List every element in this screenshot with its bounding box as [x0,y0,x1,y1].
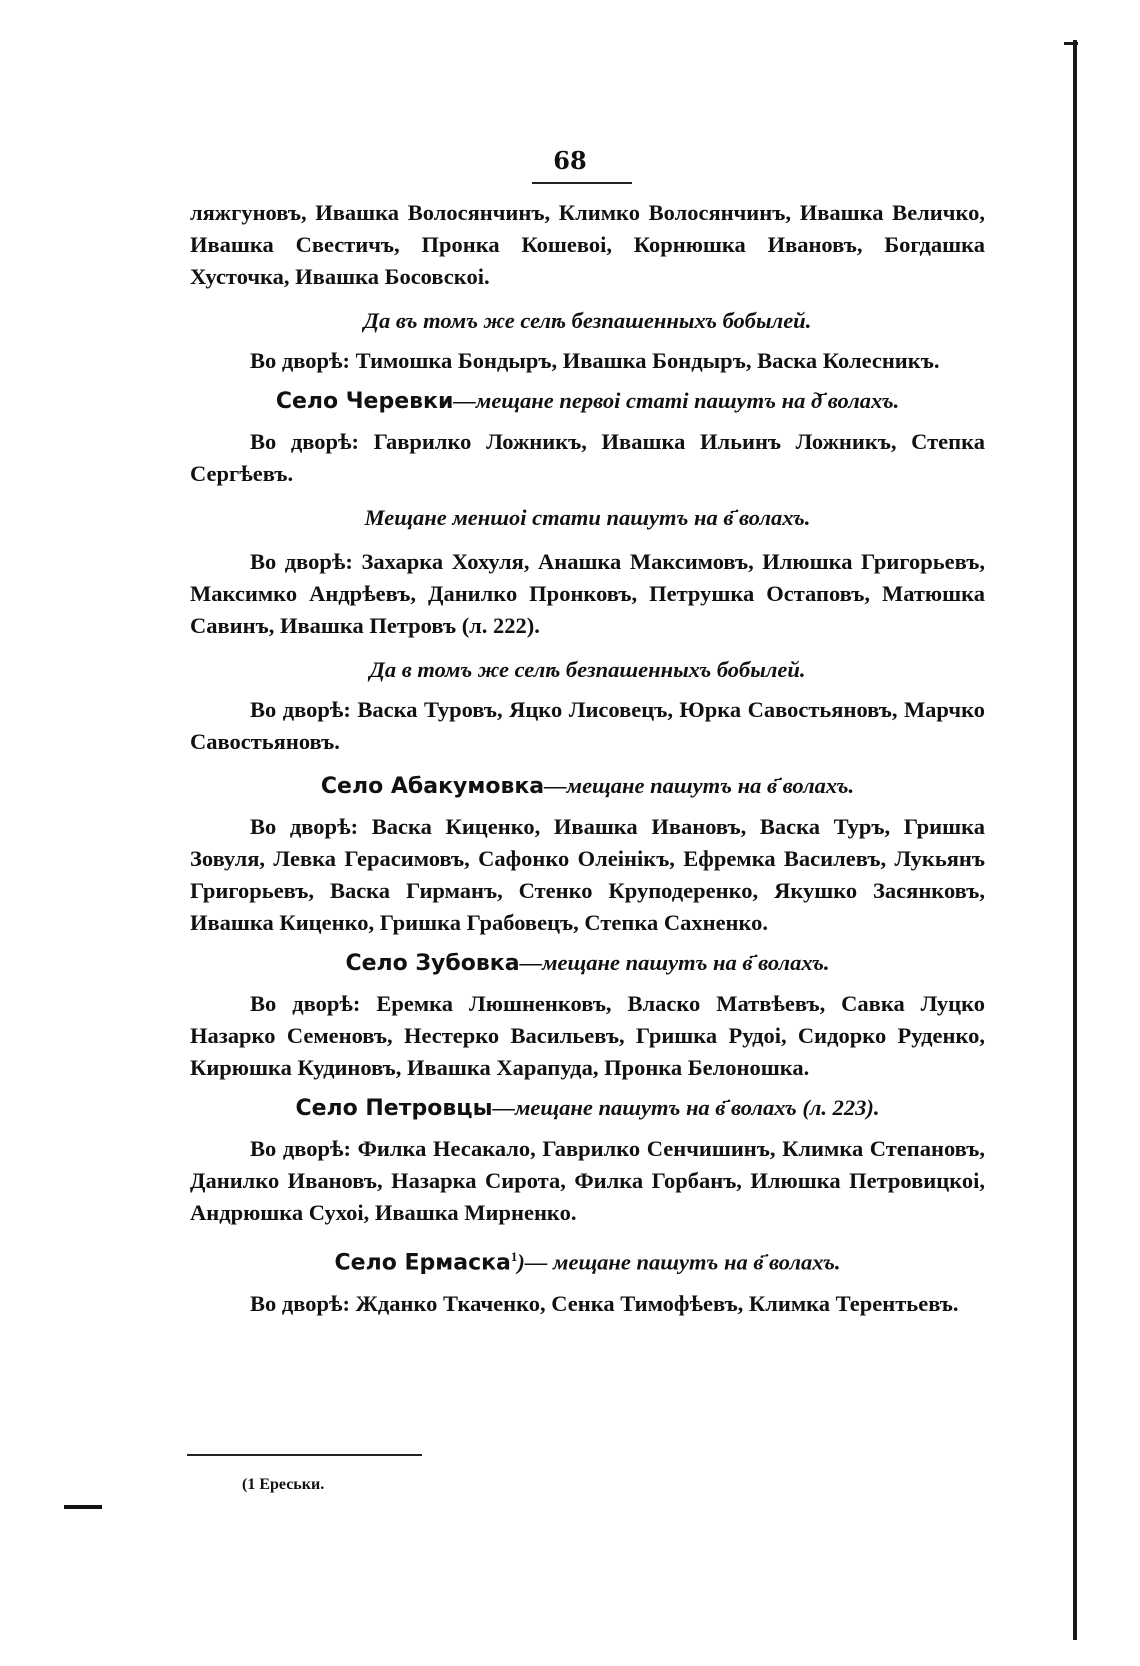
village-description: )— мещане пашутъ на в҃ волахъ. [517,1249,841,1275]
footnote-rule [187,1454,422,1456]
village-name: Село Зубовка [345,951,520,976]
village-heading-cherevki [190,385,985,418]
page-number-rule [532,182,632,184]
paragraph-4: Во дворѣ: Захарка Хохуля, Анашка Максимовъ, Илюшка Григорьевъ, Максимко Андрѣевъ, Данилко Пронковъ, Петрушка Остаповъ, Матюшка Савинъ, Ивашка Петровъ (л. 222). [190,549,985,638]
margin-dash-mark [64,1505,102,1509]
village-heading-petrovtsy [190,1092,985,1125]
section-subhead-3: Да в томъ же селѣ безпашенныхъ бобылей. [369,657,806,682]
footnote-marker: 1 [510,1249,518,1264]
village-description: —мещане пашутъ на в҃ волахъ. [519,950,830,975]
paragraph-9: Во дворѣ: Жданко Ткаченко, Сенка Тимофѣевъ, Климка Терентьевъ. [250,1290,959,1316]
village-description: —мещане пашутъ на в҃ волахъ (л. 223). [492,1095,880,1120]
village-name: Село Ермаска [334,1250,511,1276]
paragraph-8: Во дворѣ: Филка Несакало, Гаврилко Сенчишинъ, Климка Степановъ, Данилко Ивановъ, Назарка Сирота, Филка Горбанъ, Илюшка Петровицкоі, Андрюшка Сухоі, Ивашка Мирненко. [190,1136,985,1225]
footnote: (1 Ереськи. [242,1476,325,1493]
page-number: 68 [553,146,587,175]
paragraph-7: Во дворѣ: Еремка Люшненковъ, Власко Матвѣевъ, Савка Луцко Назарко Семеновъ, Нестерко Васильевъ, Гришка Рудоі, Сидорко Руденко, Кирюшка Кудиновъ, Ивашка Харапуда, Пронка Белоношка. [190,991,985,1080]
paragraph-6: Во дворѣ: Васка Киценко, Ивашка Ивановъ, Васка Туръ, Гришка Зовуля, Левка Герасимовъ, Сафонко Олеінікъ, Ефремка Василевъ, Лукьянъ Григорьевъ, Васка Гирманъ, Стенко Круподеренко, Якушко Засянковъ, Ивашка Киценко, Гришка Грабовецъ, Степка Сахненко. [190,814,985,935]
village-name: Село Черевки [275,389,454,414]
binding-edge-tick [1064,42,1078,45]
village-description: —мещане пашутъ на в҃ волахъ. [544,773,855,798]
paragraph-5: Во дворѣ: Васка Туровъ, Яцко Лисовецъ, Юрка Савостьяновъ, Марчко Савостьяновъ. [190,697,985,754]
village-heading-zubovka [190,947,985,980]
village-heading-abakumovka [190,770,985,803]
village-name: Село Петровцы [295,1096,493,1121]
village-name: Село Абакумовка [320,774,545,799]
section-subhead-1: Да въ томъ же селѣ безпашенныхъ бобылей. [363,308,812,333]
section-subhead-2: Мещане меншоі стати пашутъ на в҃ волахъ. [364,505,811,530]
village-description: —мещане первоі статі пашутъ на д҃ волахъ. [453,388,900,413]
main-text [190,197,985,1320]
paragraph-3: Во дворѣ: Гаврилко Ложникъ, Ивашка Ильинъ Ложникъ, Степка Сергѣевъ. [190,429,985,486]
paragraph-2: Во дворѣ: Тимошка Бондыръ, Ивашка Бондыръ, Васка Колесникъ. [250,348,940,373]
binding-edge-line [1073,40,1077,1640]
village-heading-ermaska [190,1241,985,1280]
paragraph-1: ляжгуновъ, Ивашка Волосянчинъ, Климко Волосянчинъ, Ивашка Величко, Ивашка Свестичъ, Пронка Кошевоі, Корнюшка Ивановъ, Богдашка Хусточка, Ивашка Босовскоі. [190,200,985,289]
